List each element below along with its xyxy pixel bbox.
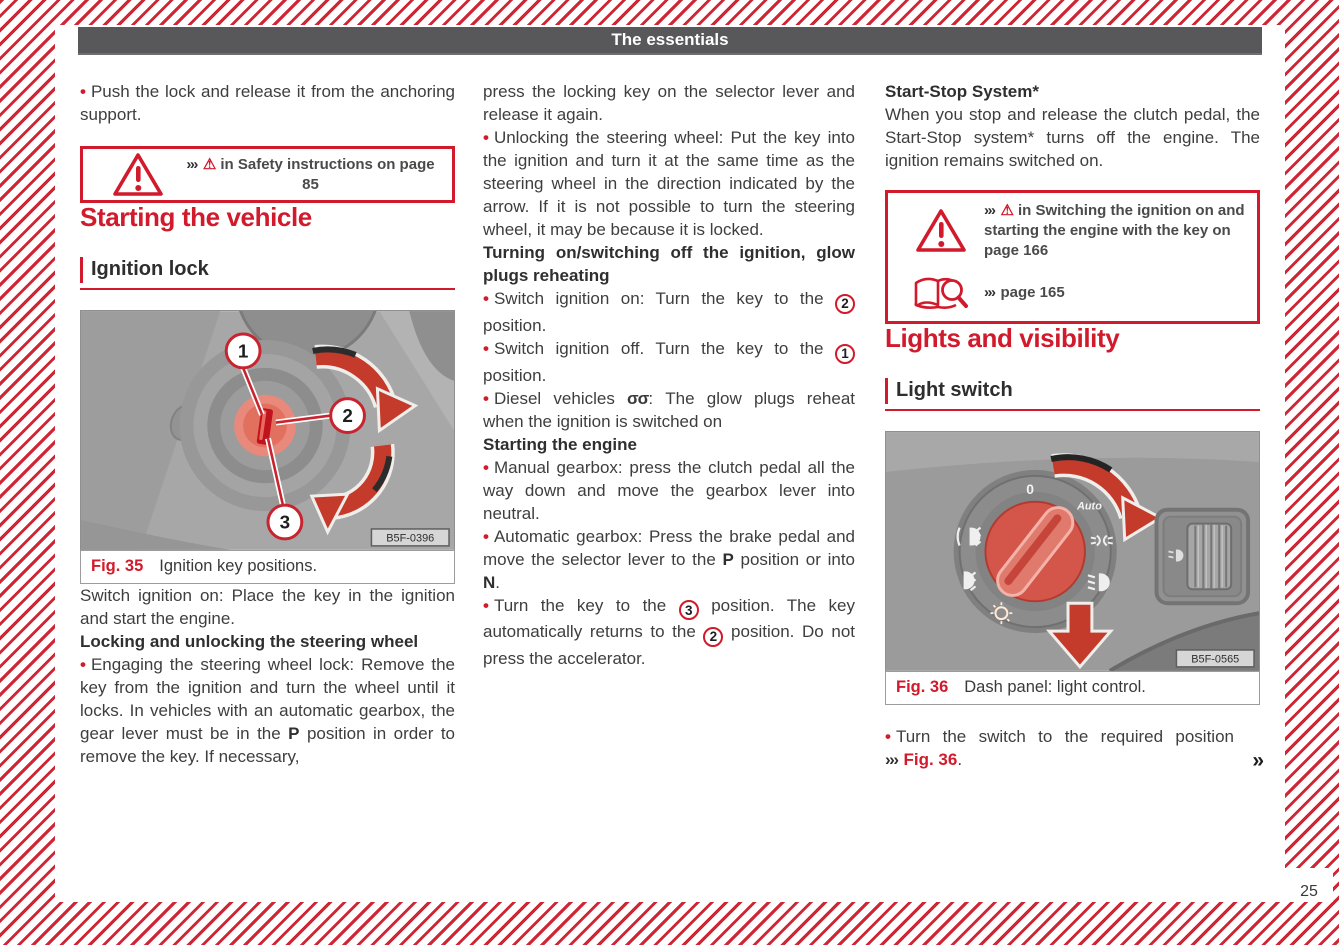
- warning-glyph-icon: ⚠: [202, 155, 217, 173]
- svg-text:2: 2: [342, 406, 353, 428]
- bullet-dot: •: [483, 128, 489, 147]
- svg-text:Auto: Auto: [1076, 500, 1102, 513]
- switching-ignition-reference-box: [885, 190, 1260, 324]
- para-locking-key-continuation: press the locking key on the selector lever and release it again.: [483, 82, 855, 124]
- page-header-title: The essentials: [611, 30, 729, 49]
- page-number-area: [1285, 868, 1333, 902]
- bullet-switch-ignition-off: • Switch ignition off. Turn the key to the 1 position.: [483, 337, 855, 387]
- page-header-bar: [78, 27, 1262, 55]
- bullet-dot: •: [483, 338, 489, 358]
- bullet-switch-ignition-on: • Switch ignition on: Turn the key to the 2 position.: [483, 287, 855, 337]
- chevrons-icon: ›››: [186, 155, 197, 173]
- column-left: [80, 80, 455, 771]
- svg-text:B5F-0396: B5F-0396: [386, 532, 435, 545]
- figure-36-code: [1176, 650, 1254, 667]
- bullet-dot: •: [80, 82, 86, 101]
- columns: [80, 80, 1262, 771]
- ignition-lock-illustration: [80, 310, 455, 550]
- figure-36-caption: [885, 671, 1260, 705]
- heading-starting-engine: Starting the engine: [483, 434, 637, 454]
- bullet-manual-gearbox: • Manual gearbox: press the clutch pedal all the way down and move the gearbox lever into neutral.: [483, 457, 855, 523]
- bullet-dot: •: [483, 388, 489, 408]
- svg-text:B5F-0565: B5F-0565: [1191, 653, 1240, 666]
- key-position-2-badge: 2: [835, 294, 855, 314]
- key-position-3-badge: 3: [679, 600, 699, 620]
- rear-fog-light-icon: [964, 571, 976, 590]
- glow-plug-icon: σσ: [627, 388, 649, 408]
- callout-2: [331, 399, 365, 433]
- bullet-diesel-vehicles: • Diesel vehicles σσ: The glow plugs reheat when the ignition is switched on: [483, 388, 855, 431]
- para-start-stop: When you stop and release the clutch pedal, the Start-Stop system* turns off the engine. The ignition remains switched on.: [885, 105, 1260, 170]
- chevrons-icon: ›››: [984, 284, 995, 301]
- bullet-push-lock: • Push the lock and release it from the anchoring support.: [80, 82, 455, 124]
- figure-35-caption-text: Ignition key positions.: [159, 557, 318, 575]
- page-number: 25: [1300, 883, 1318, 900]
- callout-3: [268, 505, 302, 539]
- figure-36-reference: Fig. 36: [903, 750, 958, 769]
- subheading-ignition-lock: Ignition lock: [80, 257, 455, 290]
- heading-locking-steering-wheel: Locking and unlocking the steering wheel: [80, 632, 419, 651]
- bullet-dot: •: [885, 727, 891, 746]
- bullet-dot: •: [80, 655, 86, 674]
- book-magnifier-icon: [898, 273, 984, 313]
- warning-triangle-icon: [95, 152, 181, 198]
- light-switch-illustration: [885, 431, 1260, 671]
- section-heading-lights-visibility: Lights and visibility: [885, 323, 1120, 353]
- reference-row-warning: [898, 201, 1247, 261]
- para-switch-ignition-on: Switch ignition on: Place the key in the ignition and start the engine.: [80, 586, 455, 628]
- bullet-engaging-lock: • Engaging the steering wheel lock: Remove the key from the ignition and turn the wheel until it locks. In vehicles with an automatic gearbox, the gear lever must be in the P position in order to remove the key. If necessary,: [80, 655, 455, 766]
- figure-36: [885, 431, 1260, 705]
- heading-start-stop-system: Start-Stop System*: [885, 82, 1039, 101]
- bullet-turn-switch-wrap: [885, 725, 1260, 771]
- bullet-dot: •: [483, 289, 489, 308]
- figure-35-label: Fig. 35: [91, 557, 144, 575]
- section-heading-starting-vehicle: Starting the vehicle: [80, 202, 312, 232]
- thumbwheel: [1187, 524, 1231, 590]
- switching-ignition-reference-text: ››› ⚠ in Switching the ignition on and starting the engine with the key on page 166: [984, 202, 1245, 259]
- key-position-2-badge: 2: [703, 627, 723, 647]
- page-reference-text: ››› page 165: [984, 284, 1065, 301]
- bullet-dot: •: [483, 457, 489, 477]
- page-content-area: [55, 25, 1285, 902]
- figure-36-label: Fig. 36: [896, 678, 949, 696]
- svg-text:1: 1: [237, 341, 249, 363]
- callout-1: [226, 334, 260, 368]
- svg-text:3: 3: [279, 512, 291, 534]
- bullet-dot: •: [483, 526, 489, 546]
- bullet-turn-key: • Turn the key to the 3 position. The key automatically returns to the 2 position. Do not press the accelerator.: [483, 595, 855, 668]
- chevrons-icon: ›››: [984, 202, 995, 219]
- bullet-unlocking-steering: • Unlocking the steering wheel: Put the key into the ignition and turn it at the same time as the steering wheel in the direction indicated by the arrow. If it is not possible to turn the steering wheel, it may be because it is locked.: [483, 128, 855, 239]
- continuation-marker-icon: »: [1252, 749, 1262, 772]
- figure-35: [80, 310, 455, 584]
- subheading-light-switch: Light switch: [885, 378, 1260, 411]
- warning-glyph-icon: ⚠: [1000, 202, 1014, 219]
- figure-35-code: [371, 529, 449, 546]
- safety-reference-box: [80, 146, 455, 203]
- key-position-1-badge: 1: [835, 344, 855, 364]
- safety-reference-text: ››› ⚠ in Safety instructions on page 85: [186, 155, 435, 193]
- column-middle: [483, 80, 855, 771]
- bullet-dot: •: [483, 595, 489, 615]
- bullet-automatic-gearbox: • Automatic gearbox: Press the brake pedal and move the selector lever to the P position or into N.: [483, 526, 855, 592]
- svg-text:0: 0: [1026, 480, 1034, 497]
- chevrons-icon: ›››: [885, 750, 898, 769]
- warning-triangle-icon: [898, 208, 984, 254]
- figure-35-caption: [80, 550, 455, 584]
- reference-row-page: [898, 273, 1247, 313]
- figure-36-caption-text: Dash panel: light control.: [964, 678, 1146, 696]
- bullet-turn-switch: • Turn the switch to the required position ››› Fig. 36.: [885, 727, 1234, 769]
- heading-ignition-glow-plugs: Turning on/switching off the ignition, glow plugs reheating: [483, 243, 855, 285]
- column-right: [885, 80, 1260, 771]
